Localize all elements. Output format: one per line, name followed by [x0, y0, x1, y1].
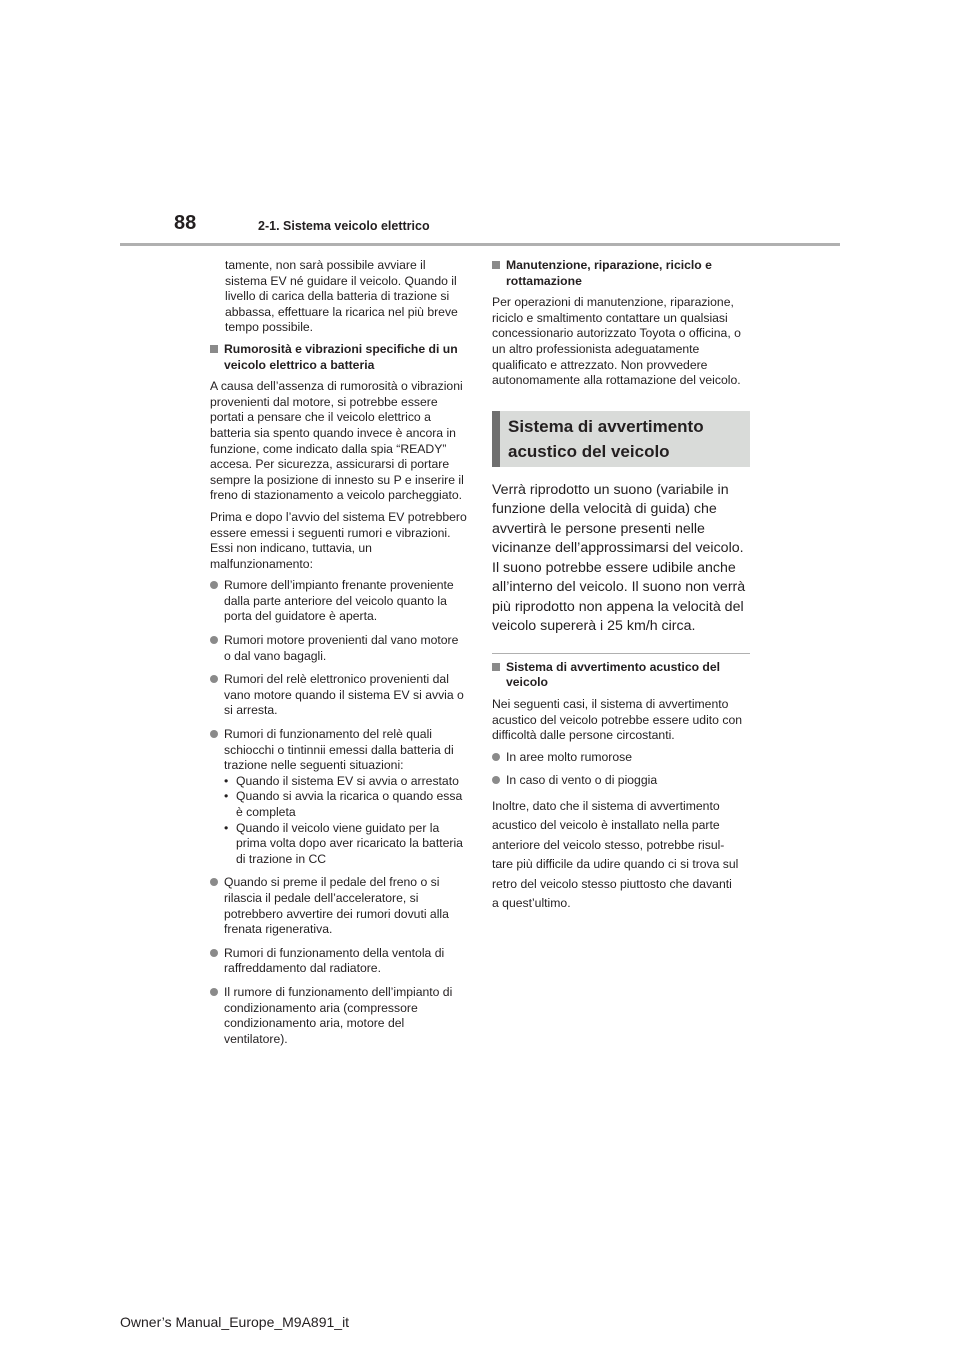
large-paragraph: Verrà riprodotto un suono (variabile in funzione della velocità di guida) che avvertirà le persone presenti nelle vicinanze dell’approssimarsi del veicolo. Il suono potrebbe essere udibile anche all’interno del veicolo. Il suono non verrà più riprodotto non appena la velocità del veicolo supererà i 25 km/h circa. — [492, 481, 746, 635]
subheading-text: Rumorosità e vibrazioni specifiche di un veicolo elettrico a batteria — [224, 341, 458, 372]
circle-bullet-icon — [210, 988, 218, 996]
circle-bullet-icon — [210, 675, 218, 683]
text-line: Inoltre, dato che il sistema di avvertimento — [492, 798, 720, 813]
sub-list-item: • Quando si avvia la ricarica o quando essa è completa — [224, 789, 468, 820]
body-paragraph: Prima e dopo l’avvio del sistema EV potrebbero essere emessi i seguenti rumori e vibrazioni. Essi non indicano, tuttavia, un malfunzionamento: — [210, 509, 467, 571]
circle-bullet-icon — [210, 730, 218, 738]
list-item — [492, 773, 750, 789]
body-paragraph: A causa dell’assenza di rumorosità o vibrazioni provenienti dal motore, si potrebbe essere portati a pensare che il veicolo elettrico a batteria sia spento quando invece è ancora in funzione, come indicato dalla spia “READY” accesa. Per sicurezza, assicurarsi di portare sempre la posizione di innesto su P e inserire il freno di stazionamento a veicolo parcheggiato. — [210, 379, 464, 503]
sub-list-item: • Quando il veicolo viene guidato per la prima volta dopo aver ricaricato la batteria di trazione in CC — [224, 821, 468, 868]
circle-bullet-icon — [210, 636, 218, 644]
sub-list-item-text: Quando si avvia la ricarica o quando essa è completa — [236, 789, 463, 819]
text-line: retro del veicolo stesso piuttosto che davanti — [492, 876, 732, 891]
list-item-text: In caso di vento o di pioggia — [506, 773, 658, 788]
subheading-noise — [210, 342, 468, 373]
square-bullet-icon — [492, 261, 500, 269]
list-item — [210, 875, 468, 937]
list-item-text: In aree molto rumorose — [506, 749, 632, 764]
square-bullet-icon — [210, 345, 218, 353]
text-line: anteriore del veicolo stesso, potrebbe risul- — [492, 837, 725, 852]
text-line: acustico del veicolo è installato nella parte — [492, 818, 720, 833]
sub-list-item-text: Quando il sistema EV si avvia o arrestato — [236, 773, 459, 788]
sub-list-item: • Quando il sistema EV si avvia o arrestato — [224, 773, 459, 788]
circle-bullet-icon — [210, 949, 218, 957]
list-item — [210, 578, 468, 625]
subheading-text: Manutenzione, riparazione, riciclo e rottamazione — [506, 258, 712, 288]
section-title: 2-1. Sistema veicolo elettrico — [258, 219, 430, 233]
left-column — [210, 258, 468, 1055]
body-paragraph: Per operazioni di manutenzione, riparazione, riciclo e smaltimento contattare un qualsiasi concessionario autorizzato Toyota o officina, o un altro professionista adeguatamente qualificato e attrezzato. Non provvedere autonomamente alla rottamazione del veicolo. — [492, 295, 741, 388]
section-box-heading: Sistema di avvertimento acustico del veicolo — [492, 411, 750, 467]
subheading-warning-system — [492, 660, 750, 691]
list-item-text: Rumori del relè elettronico provenienti dal vano motore quando il sistema EV si avvia o si arresta. — [224, 672, 464, 718]
list-item-text: Quando si preme il pedale del freno o si rilascia il pedale dell’acceleratore, si potrebbero avvertire dei rumori dovuti alla frenata rigenerativa. — [224, 875, 449, 937]
intro-paragraph: tamente, non sarà possibile avviare il sistema EV né guidare il veicolo. Quando il livello di carica della batteria di trazione si abbassa, effettuare la ricarica nel più breve tempo possibile. — [225, 258, 458, 335]
list-item — [210, 985, 468, 1047]
list-item — [492, 750, 750, 766]
text-line: tare più difficile da udire quando ci si trova sul — [492, 857, 739, 872]
list-item — [210, 946, 468, 977]
right-column — [492, 258, 750, 914]
divider — [492, 653, 750, 654]
header-divider — [120, 243, 840, 246]
list-item — [210, 633, 468, 664]
square-bullet-icon — [492, 663, 500, 671]
circle-bullet-icon — [492, 753, 500, 761]
circle-bullet-icon — [210, 581, 218, 589]
list-item-text: Rumori di funzionamento della ventola di raffreddamento dal radiatore. — [224, 945, 445, 976]
sub-list-item-text: Quando il veicolo viene guidato per la prima volta dopo aver ricaricato la batteria di trazione in CC — [236, 820, 463, 866]
list-item-text: Rumori motore provenienti dal vano motore o dal vano bagagli. — [224, 633, 459, 663]
list-item-body — [224, 727, 468, 867]
footer-text: Owner’s Manual_Europe_M9A891_it — [120, 1314, 350, 1330]
list-item-text: Rumori di funzionamento del relè quali schiocchi o tintinnii emessi dalla batteria di trazione nelle seguenti situazioni: — [224, 727, 454, 773]
circle-bullet-icon — [492, 776, 500, 784]
subheading-maintenance — [492, 258, 750, 289]
list-item — [210, 727, 468, 867]
circle-bullet-icon — [210, 878, 218, 886]
text-line: a quest’ultimo. — [492, 896, 571, 911]
page-number: 88 — [174, 212, 197, 234]
list-item-text: Il rumore di funzionamento dell’impianto di condizionamento aria (compressore condizionamento aria, motore del ventilatore). — [224, 984, 453, 1046]
subheading-text: Sistema di avvertimento acustico del veicolo — [506, 659, 721, 690]
list-item-text: Rumore dell’impianto frenante proveniente dalla parte anteriore del veicolo quanto la porta del guidatore è aperta. — [224, 578, 454, 624]
body-paragraph: Nei seguenti casi, il sistema di avvertimento acustico del veicolo potrebbe essere udito con difficoltà dalle persone circostanti. — [492, 696, 742, 743]
list-item — [210, 672, 468, 719]
closing-paragraph — [492, 797, 750, 914]
